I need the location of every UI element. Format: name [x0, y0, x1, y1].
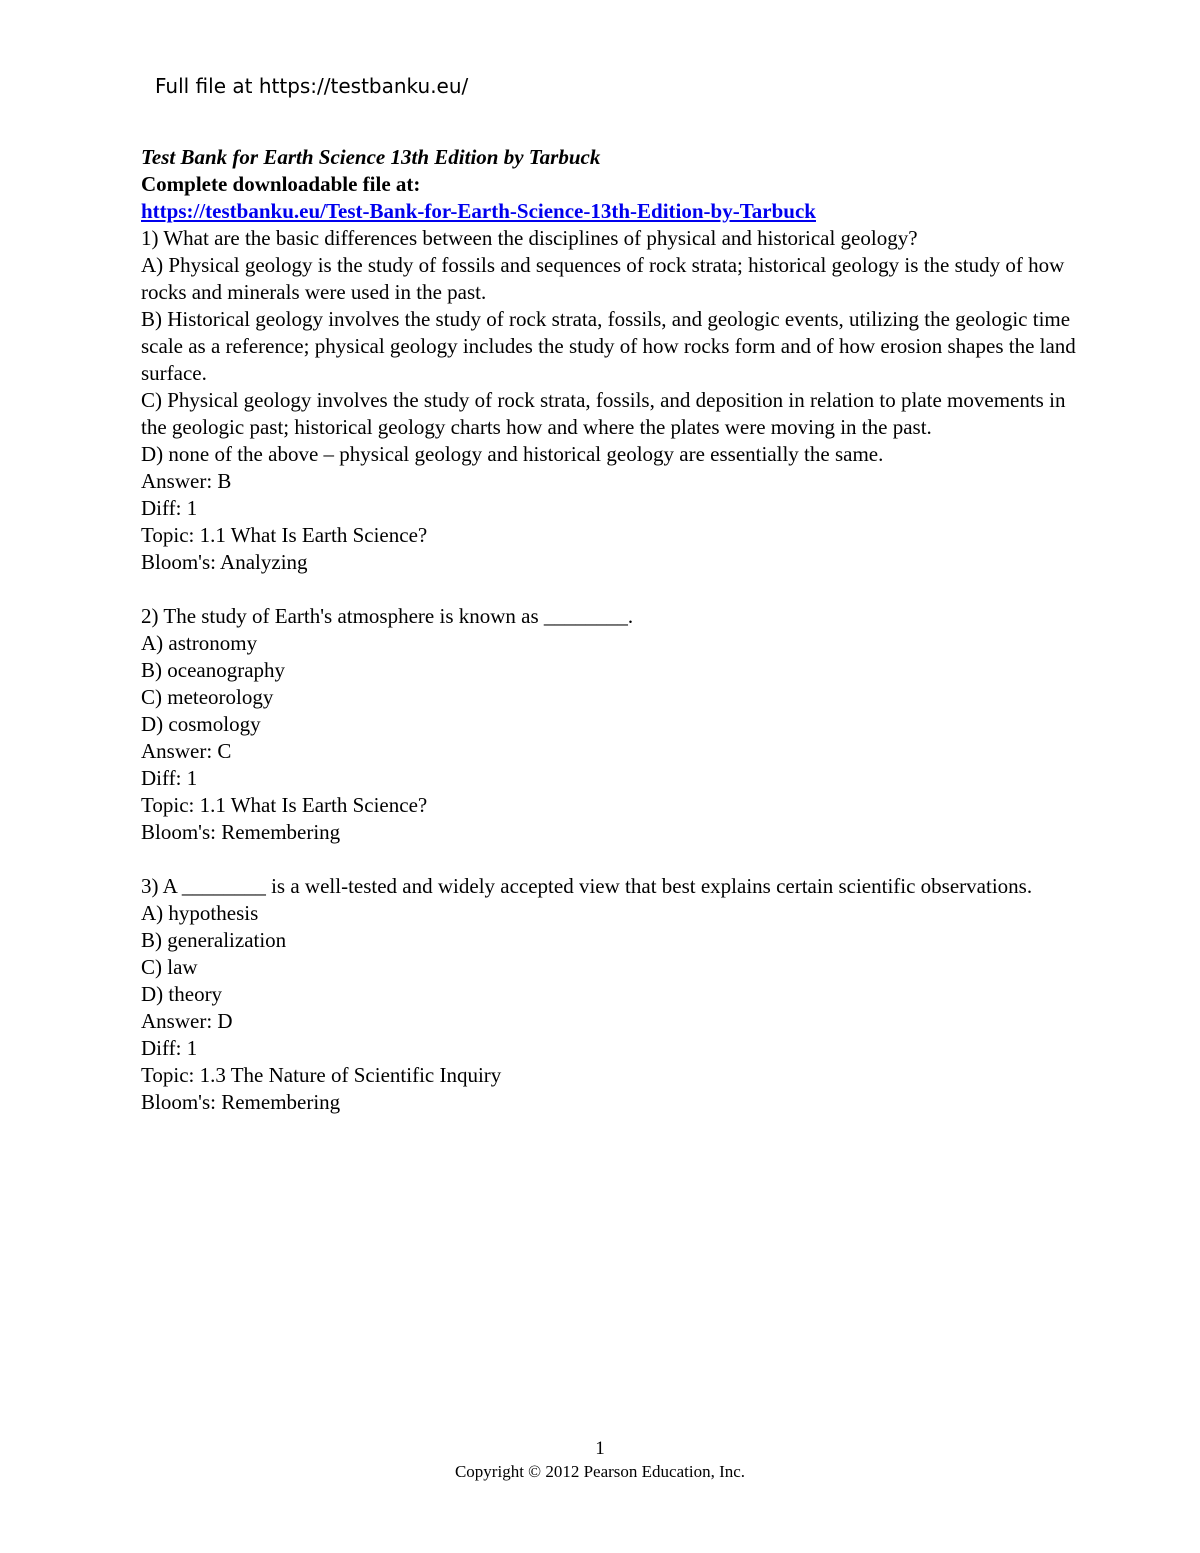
answer-key: Answer: D — [141, 1009, 233, 1033]
answer-option: A) Physical geology is the study of fossils and sequences of rock strata; historical geology is the study of how rocks and minerals were used in the past. — [141, 253, 1065, 304]
page-number: 1 — [595, 1438, 605, 1459]
answer-option: C) meteorology — [141, 685, 274, 709]
difficulty: Diff: 1 — [141, 1036, 198, 1060]
question-block — [141, 873, 1081, 1116]
answer-option: D) cosmology — [141, 712, 261, 736]
document-body — [141, 144, 1081, 1116]
header-note: Full file at https://testbanku.eu/ — [155, 74, 469, 98]
spacer — [141, 846, 1081, 873]
answer-option: B) oceanography — [141, 658, 286, 682]
download-label: Complete downloadable file at: — [141, 172, 421, 196]
document-title: Test Bank for Earth Science 13th Edition by Tarbuck — [141, 145, 601, 169]
difficulty: Diff: 1 — [141, 766, 198, 790]
answer-option: B) generalization — [141, 928, 287, 952]
topic: Topic: 1.1 What Is Earth Science? — [141, 793, 428, 817]
blooms-level: Bloom's: Remembering — [141, 820, 341, 844]
answer-option: B) Historical geology involves the study of rock strata, fossils, and geologic events, utilizing the geologic time scale as a reference; physical geology includes the study of how rocks form and of how erosion shapes the land surface. — [141, 307, 1076, 385]
topic: Topic: 1.1 What Is Earth Science? — [141, 523, 428, 547]
answer-option: A) astronomy — [141, 631, 258, 655]
answer-option: A) hypothesis — [141, 901, 259, 925]
question-text: 1) What are the basic differences between the disciplines of physical and historical geology? — [141, 226, 918, 250]
answer-option: C) Physical geology involves the study of rock strata, fossils, and deposition in relation to plate movements in the geologic past; historical geology charts how and where the plates were moving in the past. — [141, 388, 1066, 439]
difficulty: Diff: 1 — [141, 496, 198, 520]
answer-option: D) none of the above – physical geology and historical geology are essentially the same. — [141, 442, 884, 466]
question-text: 3) A ________ is a well-tested and widely accepted view that best explains certain scientific observations. — [141, 874, 1033, 898]
topic: Topic: 1.3 The Nature of Scientific Inquiry — [141, 1063, 502, 1087]
answer-option: D) theory — [141, 982, 223, 1006]
question-block — [141, 603, 1081, 846]
copyright-notice: Copyright © 2012 Pearson Education, Inc. — [454, 1462, 746, 1481]
answer-option: C) law — [141, 955, 198, 979]
answer-key: Answer: C — [141, 739, 232, 763]
download-link[interactable]: https://testbanku.eu/Test-Bank-for-Earth-Science-13th-Edition-by-Tarbuck — [141, 199, 816, 223]
blooms-level: Bloom's: Remembering — [141, 1090, 341, 1114]
spacer — [141, 576, 1081, 603]
blooms-level: Bloom's: Analyzing — [141, 550, 308, 574]
answer-key: Answer: B — [141, 469, 232, 493]
question-block — [141, 225, 1081, 576]
question-text: 2) The study of Earth's atmosphere is known as ________. — [141, 604, 634, 628]
